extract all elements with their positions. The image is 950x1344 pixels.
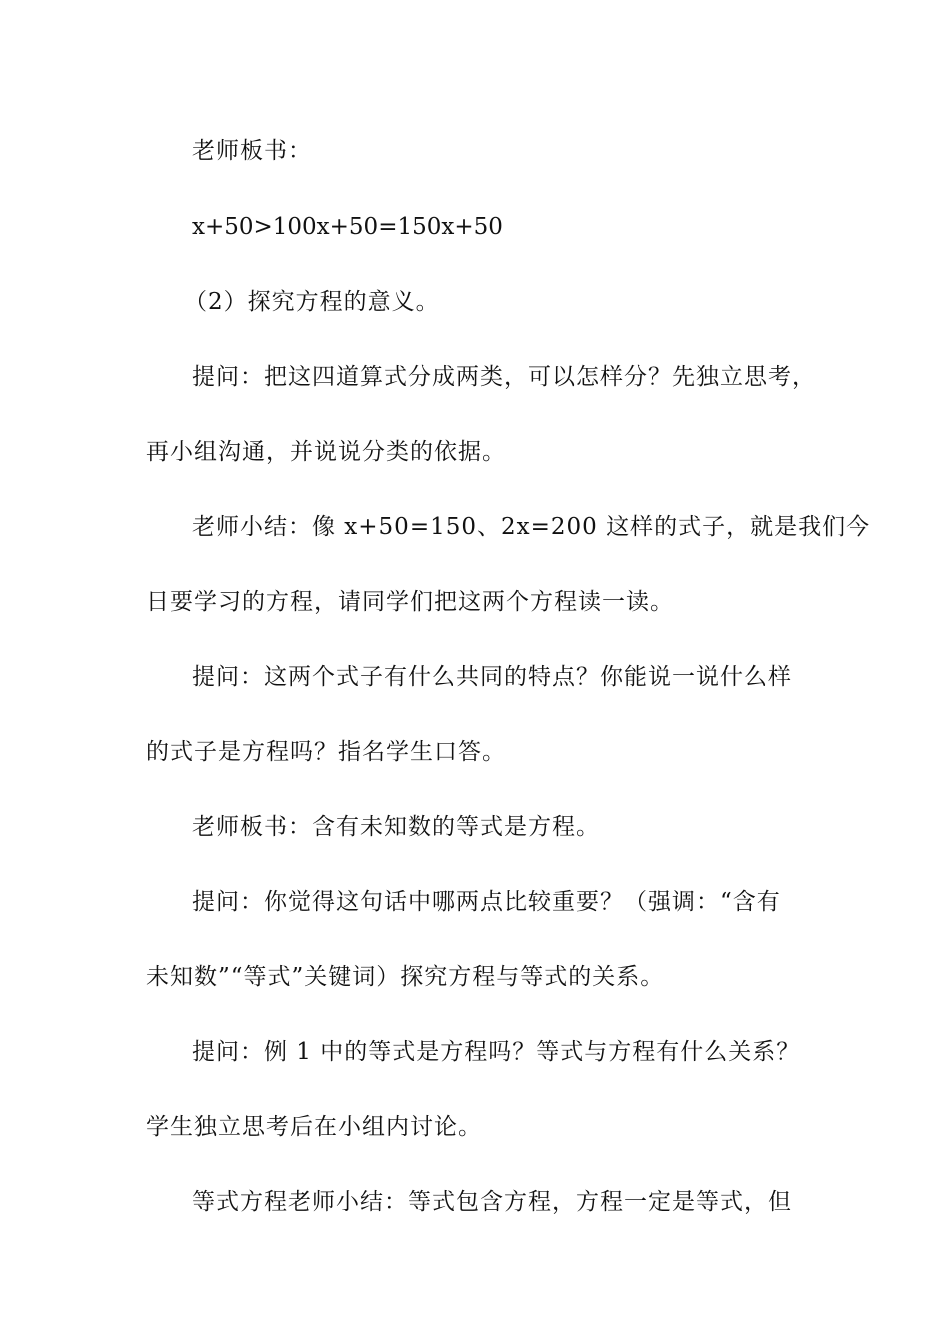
paragraph-line: 提问：你觉得这句话中哪两点比较重要？（强调：“含有 [192,889,781,915]
paragraph-line: 提问：把这四道算式分成两类，可以怎样分？先独立思考， [192,364,816,390]
paragraph-line: 等式方程老师小结：等式包含方程，方程一定是等式，但 [192,1189,792,1215]
paragraph-line: 提问：例 1 中的等式是方程吗？等式与方程有什么关系？ [192,1039,801,1065]
paragraph-line: 学生独立思考后在小组内讨论。 [146,1114,482,1140]
equation-line: x+50>100x+50=150x+50 [192,214,503,240]
paragraph-line: 未知数”“等式”关键词）探究方程与等式的关系。 [146,964,665,990]
paragraph-line: 老师板书： [192,138,312,164]
paragraph-line: 老师小结：像 x+50=150、2x=200 这样的式子，就是我们今 [192,514,871,540]
paragraph-line: 日要学习的方程，请同学们把这两个方程读一读。 [146,589,674,615]
paragraph-line: 的式子是方程吗？指名学生口答。 [146,739,506,765]
section-heading: （2）探究方程的意义。 [184,289,440,315]
paragraph-line: 提问：这两个式子有什么共同的特点？你能说一说什么样 [192,664,792,690]
paragraph-line: 老师板书：含有未知数的等式是方程。 [192,814,600,840]
paragraph-line: 再小组沟通，并说说分类的依据。 [146,439,506,465]
